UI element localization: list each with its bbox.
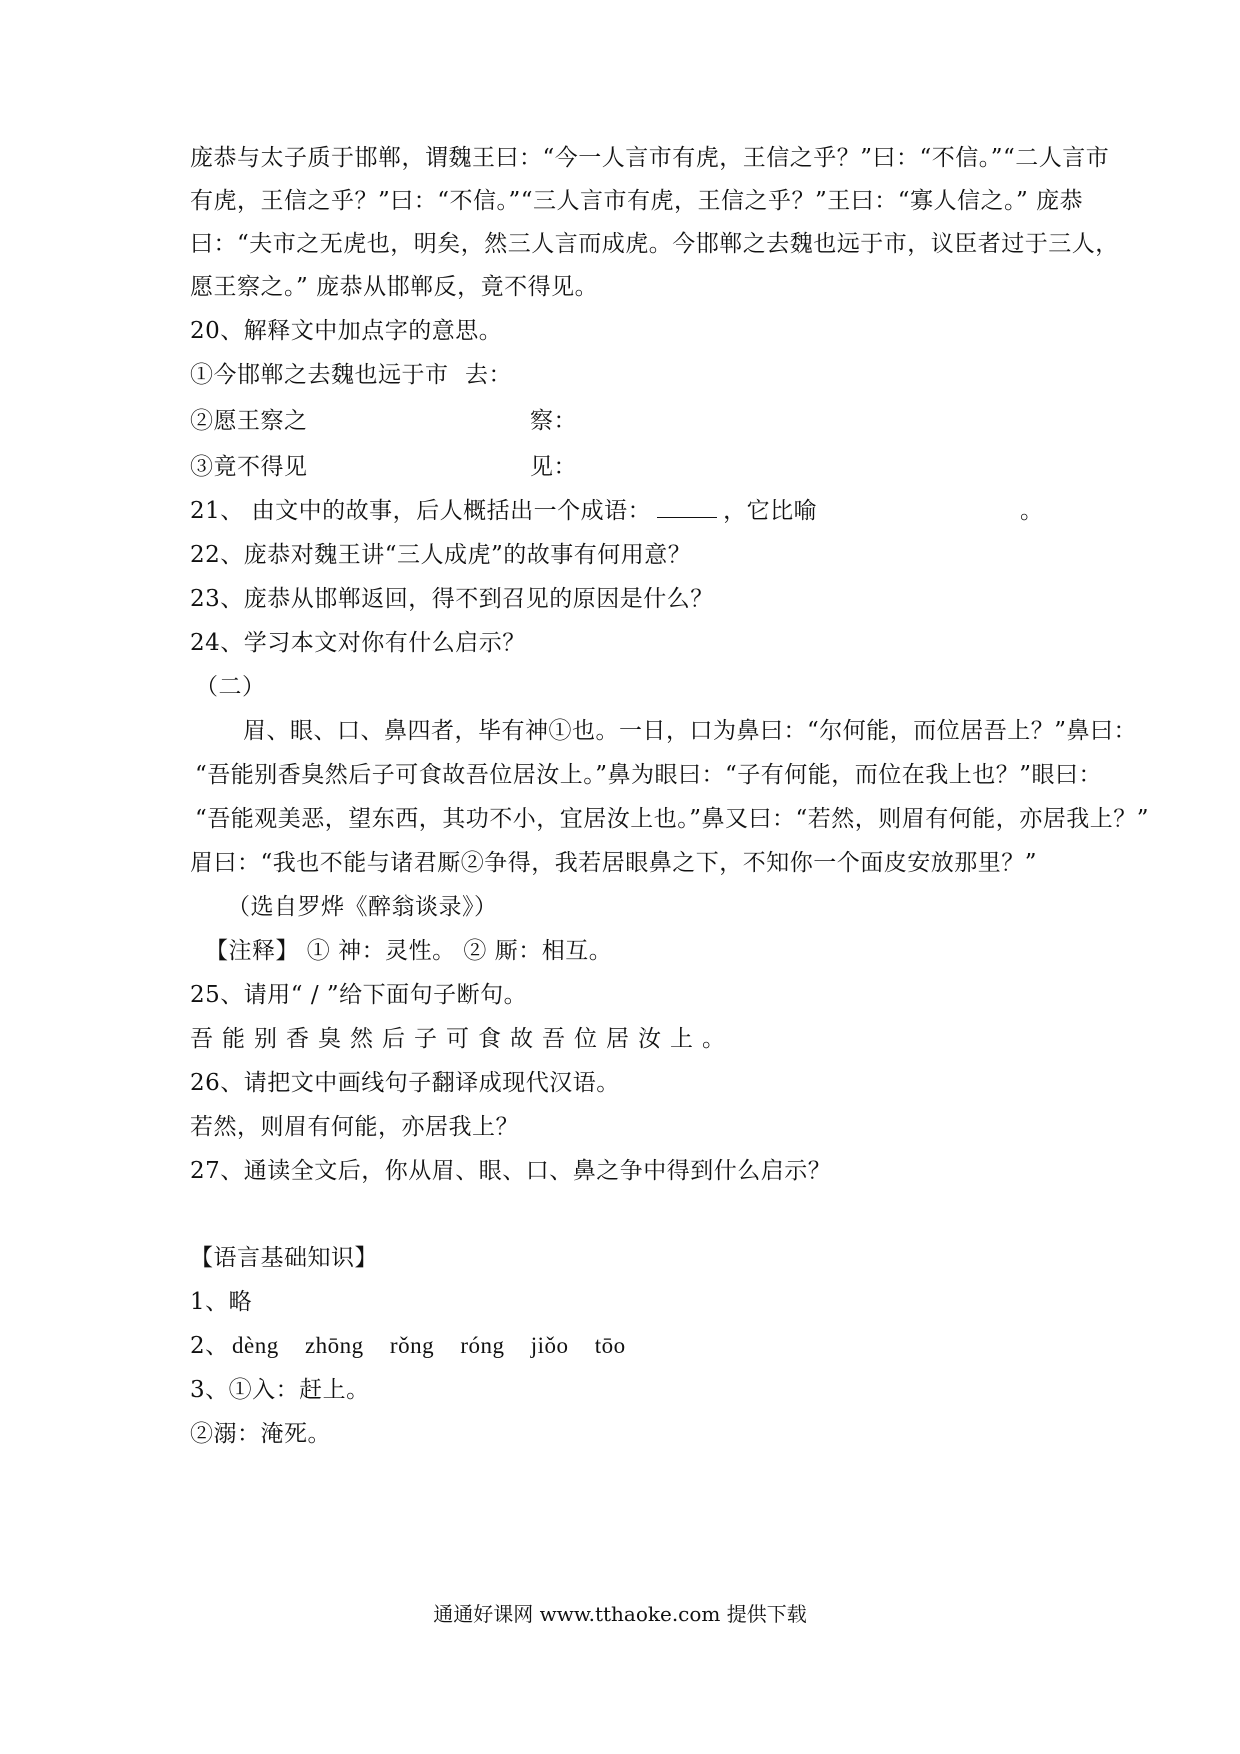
passage1-line-2: 有虎，王信之乎？”曰：“不信。”“三人言市有虎，王信之乎？”王曰：“寡人信之。” 庞恭 — [190, 188, 1084, 214]
passage2-source: （选自罗烨《醉翁谈录》） — [227, 894, 498, 920]
question-23: 23、庞恭从邯郸返回，得不到召见的原因是什么？ — [190, 586, 714, 612]
item-2-sentence: ②愿王察之 — [190, 408, 308, 434]
passage2-line-2: “吾能别香臭然后子可食故吾位居汝上。”鼻为眼曰：“子有何能，而位在我上也？”眼曰： — [195, 762, 1103, 788]
answer-2-pinyin: dèng zhōng rǒng róng jiǒo tōo — [232, 1333, 626, 1358]
passage2-line-4: 眉曰：“我也不能与诸君厮②争得，我若居眼鼻之下，不知你一个面皮安放那里？” — [190, 850, 1038, 876]
answer-3-part-2: ②溺：淹死。 — [190, 1421, 331, 1447]
question-25: 25、请用“ / ”给下面句子断句。 — [190, 982, 528, 1008]
passage1-line-3: 曰：“夫市之无虎也，明矣，然三人言而成虎。今邯郸之去魏也远于市，议臣者过于三人， — [190, 231, 1119, 257]
question-24: 24、学习本文对你有什么启示？ — [190, 630, 526, 656]
answers-heading: 【语言基础知识】 — [190, 1245, 378, 1271]
question-21 — [190, 496, 1050, 526]
item-1-word: 去： — [465, 362, 512, 388]
answer-1: 1、略 — [190, 1289, 253, 1315]
section-2-heading: （二） — [195, 674, 266, 700]
passage2-line-1: 眉、眼、口、鼻四者，毕有神①也。一日，口为鼻曰：“尔何能，而位居吾上？”鼻曰： — [243, 718, 1138, 744]
passage2-line-3: “吾能观美恶，望东西，其功不小，宜居汝上也。”鼻又曰：“若然，则眉有何能，亦居我上？” — [195, 806, 1150, 832]
question-21-end: 。 — [1020, 498, 1044, 524]
question-21-prefix: 21、 由文中的故事，后人概括出一个成语： — [190, 498, 652, 524]
item-2-word: 察： — [530, 408, 577, 434]
item-1-sentence: ①今邯郸之去魏也远于市 — [190, 362, 449, 388]
passage1-line-4: 愿王察之。” 庞恭从邯郸反，竟不得见。 — [190, 274, 599, 300]
answer-2 — [190, 1331, 790, 1361]
question-22: 22、庞恭对魏王讲“三人成虎”的故事有何用意？ — [190, 542, 692, 568]
question-20: 20、解释文中加点字的意思。 — [190, 318, 503, 344]
passage2-notes: 【注释】 ① 神：灵性。 ② 厮：相互。 — [205, 938, 613, 964]
question-20-item-3 — [190, 452, 990, 482]
question-25-sentence: 吾能别香臭然后子可食故吾位居汝上。 — [190, 1026, 734, 1052]
answer-2-number: 2、 — [190, 1333, 229, 1359]
question-26: 26、请把文中画线句子翻译成现代汉语。 — [190, 1070, 620, 1096]
item-3-sentence: ③竟不得见 — [190, 454, 308, 480]
question-20-item-2 — [190, 406, 990, 436]
item-3-word: 见： — [530, 454, 577, 480]
question-26-sentence: 若然，则眉有何能，亦居我上？ — [190, 1114, 519, 1140]
answer-blank[interactable] — [657, 497, 717, 518]
answer-3: 3、①入：赶上。 — [190, 1377, 370, 1403]
question-27: 27、通读全文后，你从眉、眼、口、鼻之争中得到什么启示？ — [190, 1158, 832, 1184]
question-20-item-1 — [190, 360, 990, 390]
passage1-line-1: 庞恭与太子质于邯郸，谓魏王曰：“今一人言市有虎，王信之乎？”曰：“不信。”“二人言市 — [190, 145, 1110, 171]
page-footer: 通通好课网 www.tthaoke.com 提供下载 — [433, 1602, 807, 1626]
question-21-suffix: ，它比喻 — [723, 498, 818, 524]
